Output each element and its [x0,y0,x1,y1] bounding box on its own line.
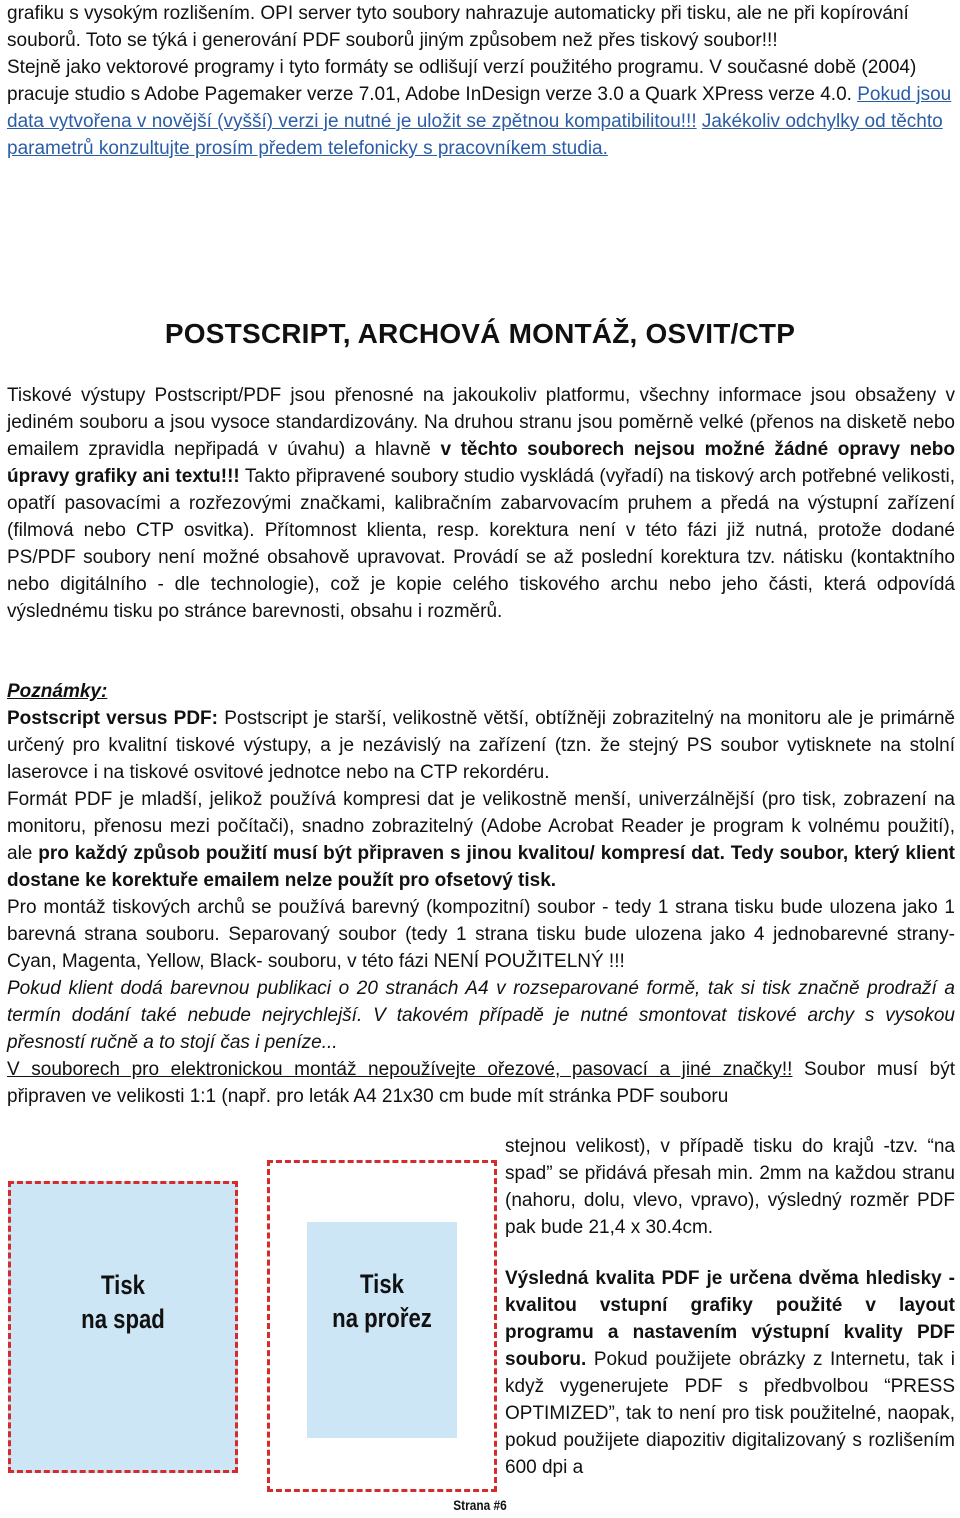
notes-title: Poznámky: [7,681,108,702]
side-text-2 [505,1265,955,1481]
ps-vs-pdf-label: Postscript versus PDF: [7,708,218,729]
trim-label-1: Tisk [360,1269,404,1299]
notes-section [7,678,955,1110]
notes-p2-text: Formát PDF je mladší, jelikož používá kompresi dat je velikostně menší, univerzálnější (pro tisk, zobrazení na monitoru, přenosu mezi počítači), snadno zobrazitelný (Adobe Acrobat Reader je program k volnému použití), ale [7,789,955,864]
trim-diagram [267,1160,497,1492]
notes-p5-text: Soubor musí být připraven ve velikosti 1:1 (např. pro leták A4 21x30 cm bude mít stránka PDF souboru [7,1059,955,1107]
bleed-label-1: Tisk [101,1270,145,1300]
para1-bold: v těchto souborech nejsou možné žádné opravy nebo úpravy grafiky ani textu!!! [7,439,955,487]
compatibility-note: Pokud jsou data vytvořena v novější (vyšší) verzi je nutné je uložit se zpětnou kompatibilitou!!! [7,84,952,132]
para1-part-a: Tiskové výstupy Postscript/PDF jsou přenosné na jakoukoliv platformu, všechny informace jsou obsaženy v jediném souboru a jsou vysoce standardizovány. Na druhou stranu jsou poměrně velké (přenos na disketě nebo emailem zpravidla nepřipadá v úvahu) a hlavně [7,385,955,460]
notes-p5 [7,1056,955,1110]
bleed-diagram [8,1181,238,1473]
bleed-label-2: na spad [81,1304,165,1334]
page-number: Strana #6 [453,1497,507,1513]
top-text [7,0,955,162]
notes-p2-bold: pro každý způsob použití musí být připraven s jinou kvalitou/ kompresí dat. Tedy soubor, který klient dostane ke korektuře emailem nelze použít pro ofsetový tisk. [7,843,955,891]
notes-p1 [7,705,955,786]
side-bold: Výsledná kvalita PDF je určena dvěma hledisky -kvalitou vstupní grafiky použité v layout programu a nastavením výstupní kvality PDF souboru. [505,1268,955,1370]
no-marks-warning: V souborech pro elektronickou montáž nepoužívejte ořezové, pasovací a jiné značky!! [7,1059,793,1080]
side-text-1: stejnou velikost), v případě tisku do krajů -tzv. “na spad” se přidává přesah min. 2mm na každou stranu (nahoru, dolu, vlevo, vpravo), výsledný rozměr PDF pak bude 21,4 x 30.4cm. [505,1136,955,1238]
side-normal: Pokud použijete obrázky z Internetu, tak i když vygenerujete PDF s předbvolbou “PRESS OPTIMIZED”, tak to není pro tisk použitelné, naopak, pokud použijete diapozitiv digitalizovaný s rozlišením 600 dpi a [505,1349,955,1478]
notes-p4: Pokud klient dodá barevnou publikaci o 20 stranách A4 v rozseparované formě, tak si tisk značně prodraží a termín dodání také nebude nejrychlejší. V takovém případě je nutné smontovat tiskové archy s vysokou přesností ručně a to stojí čas i peníze... [7,978,955,1053]
consult-note: Jakékoliv odchylky od těchto parametrů konzultujte prosím předem telefonicky s pracovníkem studia. [7,111,943,159]
top-paragraph-2 [7,54,955,162]
notes-p2 [7,786,955,894]
notes-p3: Pro montáž tiskových archů se používá barevný (kompozitní) soubor - tedy 1 strana tisku bude ulozena jako 1 barevná strana souboru. Separovaný soubor (tedy 1 strana tisku bude ulozena jako 4 jednobarevné strany- Cyan, Magenta, Yellow, Black- souboru, v této fázi NENÍ POUŽITELNÝ !!! [7,897,955,972]
top-line-1: grafiku s vysokým rozlišením. OPI server tyto soubory nahrazuje automaticky při tisku, ale ne při kopírování souborů. Toto se týká i generování PDF souborů jiným způsobem než přes tiskový soubor!!! [7,3,909,51]
notes-p1-text: Postscript je starší, velikostně větší, obtížněji zobrazitelný na monitoru ale je primárně určený pro kvalitní tiskové výstupy, a je nezávislý na zařízení (tzn. že stejný PS soubor vytisknete na stolní laserovce i na tiskové osvitové jednotce nebo na CTP rekordéru. [7,708,955,783]
para1-part-c: Takto připravené soubory studio vyskládá (vyřadí) na tiskový arch potřebné velikosti, opatří pasovacími a rozřezovými značkami, kalibračním zabarvovacím pruhem a předá na výstupní zařízení (filmová nebo CTP osvitka). Přítomnost klienta, resp. korektura není v této fázi již nutná, protože dodané PS/PDF soubory není možné obsahově upravovat. Provádí se až poslední korektura tzv. nátisku (kontaktního nebo digitálního - dle technologie), což je kopie celého tiskového archu nebo jeho části, která odpovídá výslednému tisku po stránce barevnosti, obsahu i rozměrů. [7,466,955,622]
versions-text: Stejně jako vektorové programy i tyto formáty se odlišují verzí použitého programu. V současné době (2004) pracuje studio s Adobe Pagemaker verze 7.01, Adobe InDesign verze 3.0 a Quark XPress verze 4.0. [7,57,917,105]
trim-label-2: na prořez [332,1303,432,1333]
postscript-paragraph [7,382,955,625]
section-heading: POSTSCRIPT, ARCHOVÁ MONTÁŽ, OSVIT/CTP [164,318,796,349]
